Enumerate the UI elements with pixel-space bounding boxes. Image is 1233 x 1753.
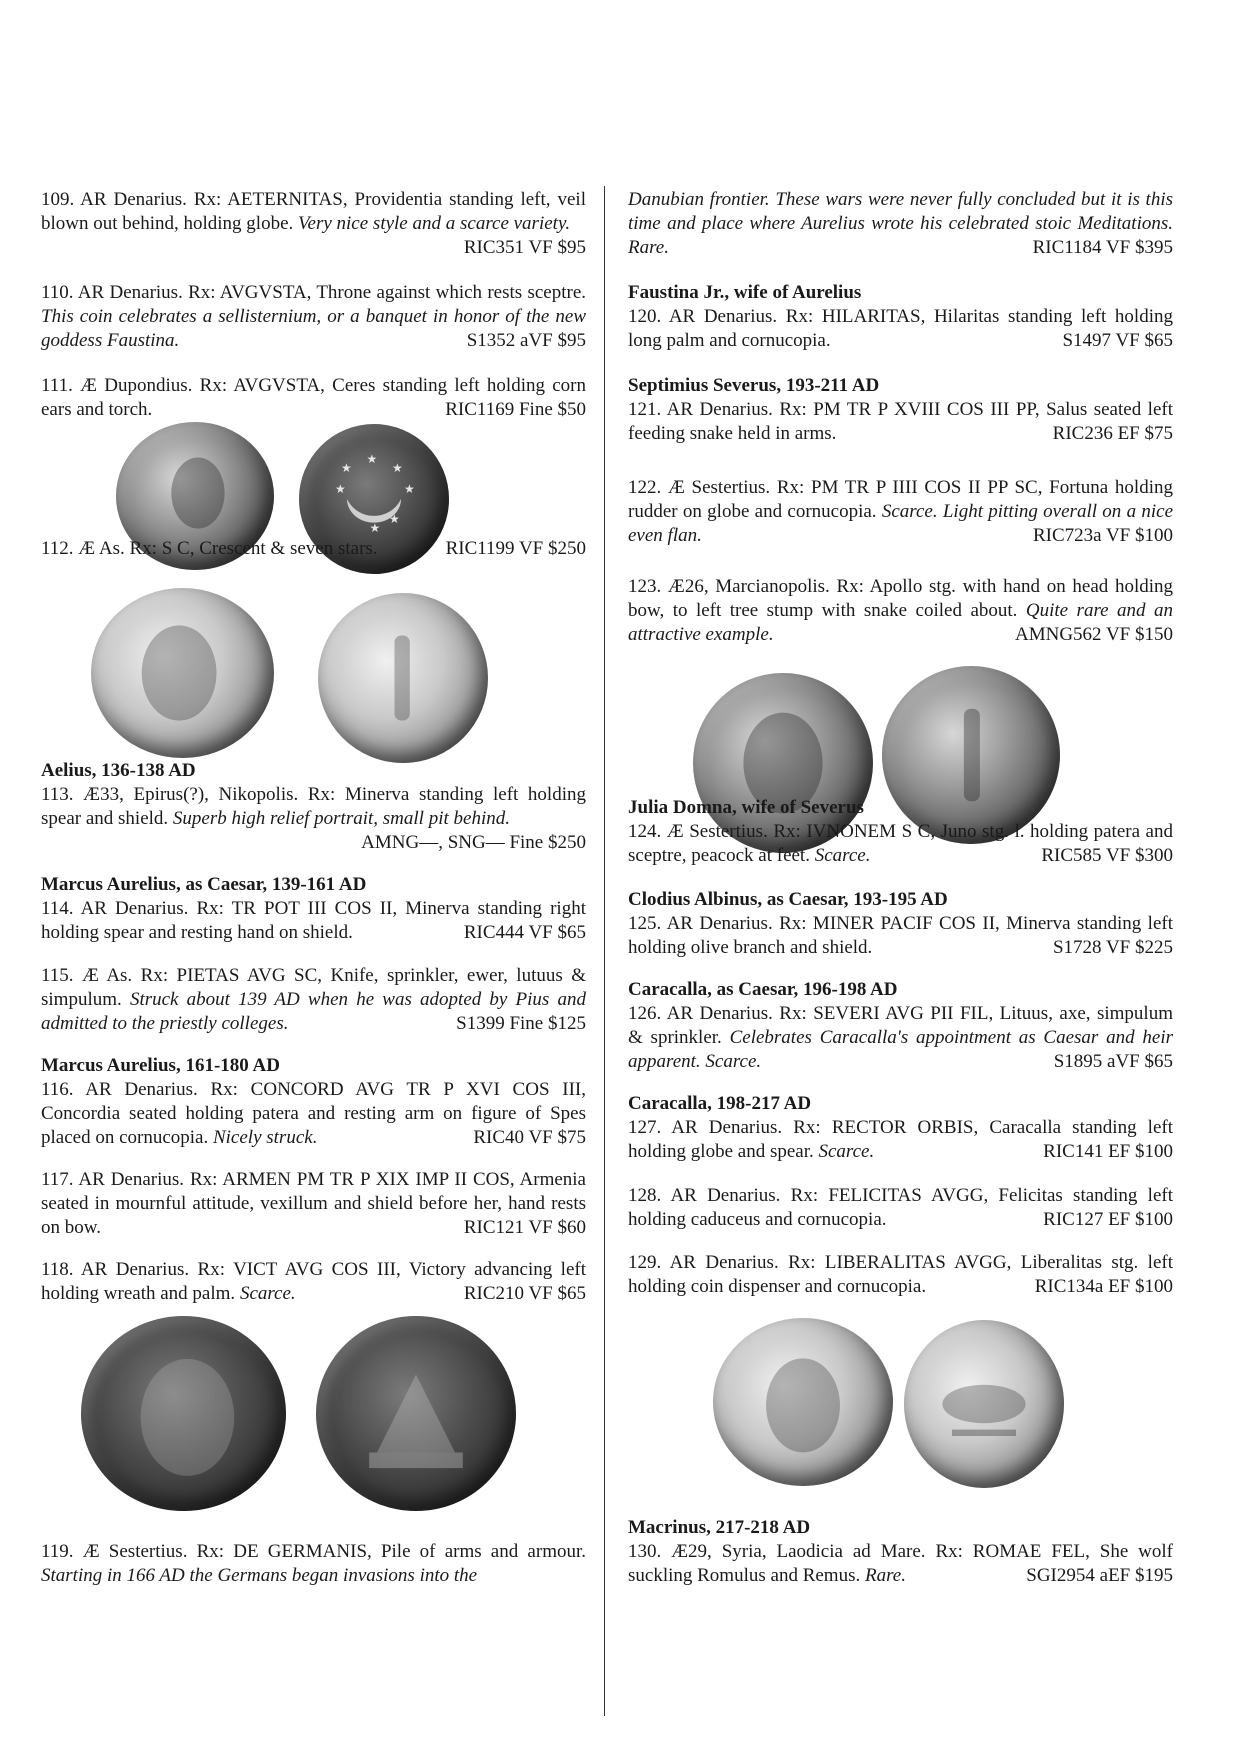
- listing-119-continued: Danubian frontier. These wars were never fully concluded but it is this time and place where Aurelius wrote his celebrated stoic Meditations. Rare. RIC1184 VF $395: [628, 189, 1173, 258]
- svg-text:★: ★: [369, 521, 381, 535]
- listing-111: 111. Æ Dupondius. Rx: AVGVSTA, Ceres standing left holding corn ears and torch. RIC1169 Fine $50: [41, 375, 586, 420]
- section-heading-julia-domna: Julia Domna, wife of Severus: [628, 797, 864, 818]
- listing-110: 110. AR Denarius. Rx: AVGVSTA, Throne against which rests sceptre. This coin celebrates a sellisternium, or a banquet in honor of the new goddess Faustina. S1352 aVF $95: [41, 282, 586, 351]
- svg-text:★: ★: [404, 482, 415, 496]
- listing-115: 115. Æ As. Rx: PIETAS AVG SC, Knife, sprinkler, ewer, lutuus & simpulum. Struck about 139 AD when he was adopted by Pius and admitted to the priestly colleges. S1399 Fine $125: [41, 965, 586, 1034]
- section-heading-caracalla-caesar: Caracalla, as Caesar, 196-198 AD: [628, 979, 898, 1000]
- svg-text:★: ★: [392, 461, 403, 475]
- svg-text:★: ★: [341, 461, 352, 475]
- listing-127: 127. AR Denarius. Rx: RECTOR ORBIS, Caracalla standing left holding globe and spear. Scarce. RIC141 EF $100: [628, 1117, 1173, 1162]
- listing-125: 125. AR Denarius. Rx: MINER PACIF COS II, Minerva standing left holding olive branch and shield. S1728 VF $225: [628, 913, 1173, 958]
- coin-130-reverse: [904, 1320, 1064, 1488]
- listing-128: 128. AR Denarius. Rx: FELICITAS AVGG, Felicitas standing left holding caduceus and cornucopia. RIC127 EF $100: [628, 1185, 1173, 1230]
- listing-118: 118. AR Denarius. Rx: VICT AVG COS III, Victory advancing left holding wreath and palm. Scarce. RIC210 VF $65: [41, 1259, 586, 1304]
- coin-112-obverse: [91, 588, 274, 758]
- section-heading-macrinus: Macrinus, 217-218 AD: [628, 1517, 811, 1538]
- section-heading-severus: Septimius Severus, 193-211 AD: [628, 375, 880, 396]
- column-divider: [604, 186, 605, 1716]
- listing-116: 116. AR Denarius. Rx: CONCORD AVG TR P XVI COS III, Concordia seated holding patera and resting arm on figure of Spes placed on cornucopia. Nicely struck. RIC40 VF $75: [41, 1079, 586, 1148]
- listing-126: 126. AR Denarius. Rx: SEVERI AVG PII FIL, Lituus, axe, simpulum & sprinkler. Celebrates Caracalla's appointment as Caesar and heir apparent. Scarce. S1895 aVF $65: [628, 1003, 1173, 1072]
- section-heading-aurelius: Marcus Aurelius, 161-180 AD: [41, 1055, 280, 1076]
- listing-124: 124. Æ Sestertius. Rx: IVNONEM S C, Juno stg. l. holding patera and sceptre, peacock at feet. Scarce. RIC585 VF $300: [628, 821, 1173, 866]
- listing-117: 117. AR Denarius. Rx: ARMEN PM TR P XIX IMP II COS, Armenia seated in mournful attitude, vexillum and shield before her, hand rests on bow. RIC121 VF $60: [41, 1169, 586, 1238]
- coin-130-obverse: [713, 1318, 893, 1486]
- svg-text:★: ★: [366, 452, 378, 466]
- section-heading-faustina: Faustina Jr., wife of Aurelius: [628, 282, 862, 303]
- listing-112: 112. Æ As. Rx: S C, Crescent & seven stars. RIC1199 VF $250: [41, 538, 586, 559]
- section-heading-aelius: Aelius, 136-138 AD: [41, 760, 196, 781]
- listing-120: 120. AR Denarius. Rx: HILARITAS, Hilaritas standing left holding long palm and cornucopia. S1497 VF $65: [628, 306, 1173, 351]
- section-heading-albinus: Clodius Albinus, as Caesar, 193-195 AD: [628, 889, 948, 910]
- coin-119-reverse: [316, 1316, 516, 1511]
- coin-112-reverse: [318, 593, 488, 763]
- listing-122: 122. Æ Sestertius. Rx: PM TR P IIII COS II PP SC, Fortuna holding rudder on globe and cornucopia. Scarce. Light pitting overall on a nice even flan. RIC723a VF $100: [628, 477, 1174, 546]
- listing-119: 119. Æ Sestertius. Rx: DE GERMANIS, Pile of arms and armour. Starting in 166 AD the Germans began invasions into the: [41, 1541, 586, 1586]
- listing-123: 123. Æ26, Marcianopolis. Rx: Apollo stg. with hand on head holding bow, to left tree stump with snake coiled about. Quite rare and an attractive example. AMNG562 VF $150: [628, 576, 1173, 645]
- listing-114: 114. AR Denarius. Rx: TR POT III COS II, Minerva standing right holding spear and resting hand on shield. RIC444 VF $65: [41, 898, 586, 943]
- listing-109: 109. AR Denarius. Rx: AETERNITAS, Providentia standing left, veil blown out behind, holding globe. Very nice style and a scarce variety. RIC351 VF $95: [41, 189, 586, 258]
- listing-129: 129. AR Denarius. Rx: LIBERALITAS AVGG, Liberalitas stg. left holding coin dispenser and cornucopia. RIC134a EF $100: [628, 1252, 1173, 1297]
- section-heading-caracalla: Caracalla, 198-217 AD: [628, 1093, 812, 1114]
- listing-113: 113. Æ33, Epirus(?), Nikopolis. Rx: Minerva standing left holding spear and shield. Superb high relief portrait, small pit behind. AMNG—, SNG— Fine $250: [41, 784, 586, 853]
- listing-121: 121. AR Denarius. Rx: PM TR P XVIII COS III PP, Salus seated left feeding snake held in arms. RIC236 EF $75: [628, 399, 1173, 444]
- section-heading-aurelius-caesar: Marcus Aurelius, as Caesar, 139-161 AD: [41, 874, 367, 895]
- svg-text:★: ★: [335, 482, 346, 496]
- svg-text:★: ★: [389, 512, 400, 526]
- coin-119-obverse: [81, 1316, 286, 1511]
- listing-130: 130. Æ29, Syria, Laodicia ad Mare. Rx: ROMAE FEL, She wolf suckling Romulus and Remus. Rare. SGI2954 aEF $195: [628, 1541, 1173, 1586]
